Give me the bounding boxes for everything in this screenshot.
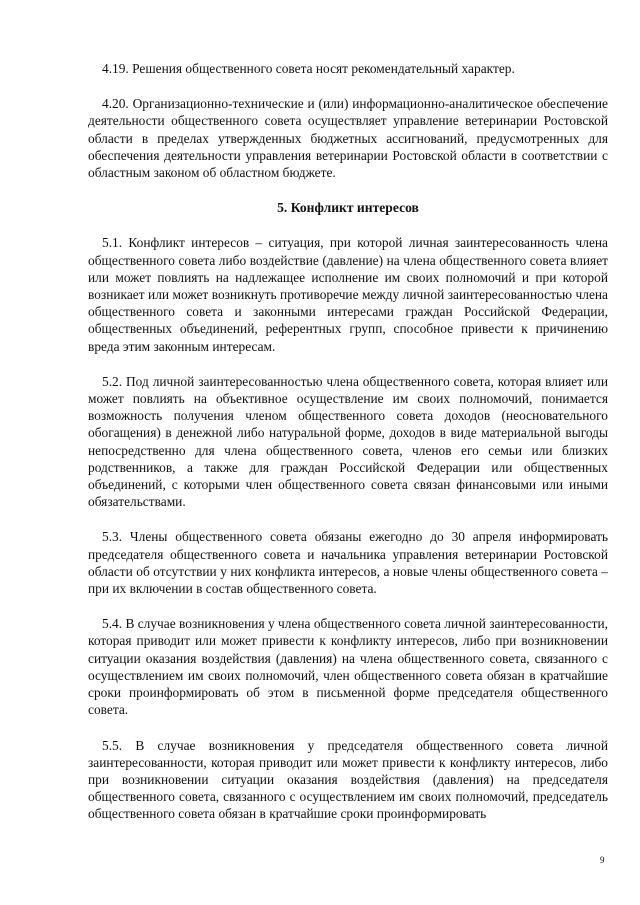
section-title: 5. Конфликт интересов bbox=[277, 200, 419, 216]
paragraph-4-19: 4.19. Решения общественного совета носят рекомендательный характер. bbox=[102, 61, 515, 76]
paragraph-5-3: 5.3. Члены общественного совета обязаны ежегодно до 30 апреля информировать председателя общественного совета и начальника управления ветеринарии Ростовской области об отсутствии у них конфликта интересов, а новые члены общественного совета – при их включении в состав общественного совета. bbox=[88, 529, 608, 597]
paragraph-5-5: 5.5. В случае возникновения у председателя общественного совета личной заинтересованности, которая приводит или может привести к конфликту интересов, либо при возникновении ситуации оказания воздействия (давления) на председателя общественного совета, связанного с осуществлением им своих полномочий, председатель общественного совета обязан в кратчайшие сроки проинформировать bbox=[88, 737, 608, 822]
paragraph-5-4: 5.4. В случае возникновения у члена общественного совета личной заинтересованности, которая приводит или может привести к конфликту интересов, либо при возникновении ситуации оказания воздействия (давления) на члена общественного совета, связанного с осуществлением им своих полномочий, член общественного совета обязан в кратчайшие сроки проинформировать об этом в письменной форме председателя общественного совета. bbox=[88, 616, 608, 718]
document-page bbox=[88, 60, 608, 841]
paragraph-5-1: 5.1. Конфликт интересов – ситуация, при которой личная заинтересованность члена общественного совета либо воздействие (давление) на члена общественного совета влияет или может повлиять на надлежащее исполнение им своих полномочий и при которой возникает или может возникнуть противоречие между личной заинтересованностью члена общественного совета и законными интересами граждан Российской Федерации, общественных объединений, референтных групп, способное привести к причинению вреда этим законным интересам. bbox=[88, 235, 608, 354]
paragraph-4-20: 4.20. Организационно-технические и (или) информационно-аналитическое обеспечение деятельности общественного совета осуществляет управление ветеринарии Ростовской области в пределах утвержденных бюджетных ассигнований, предусмотренных для обеспечения деятельности управления ветеринарии Ростовской области в соответствии с областным законом об областном бюджете. bbox=[88, 96, 608, 181]
paragraph-5-2: 5.2. Под личной заинтересованностью члена общественного совета, которая влияет или может повлиять на объективное осуществление им своих полномочий, понимается возможность получения членом общественного совета доходов (неосновательного обогащения) в денежной либо натуральной форме, доходов в виде материальной выгоды непосредственно для члена общественного совета, членов его семьи или близких родственников, а также для граждан Российской Федерации или общественных объединений, с которыми член общественного совета связан финансовыми или иными обязательствами. bbox=[88, 373, 608, 510]
page-number: 9 bbox=[600, 855, 605, 865]
